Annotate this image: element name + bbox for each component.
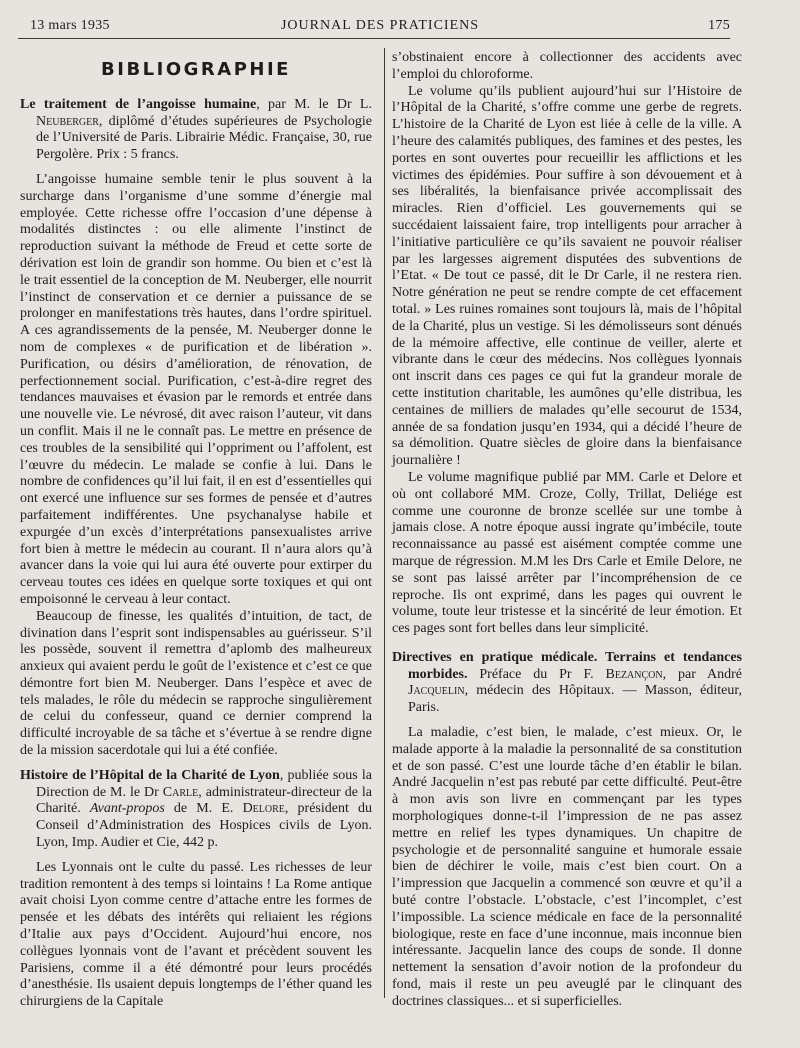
book-entry-angoisse [20, 97, 372, 164]
book-details: , par André [662, 666, 742, 682]
book-details: , diplômé d’études supérieures de Psychologie de l’Université de Paris. Librairie Médic. Française, 30, rue Pergolère. Prix : 5 francs. [36, 113, 372, 163]
book-title: Histoire de l’Hôpital de la Charité de Lyon [20, 767, 280, 783]
book-author-prefix: , par M. le Dr L. [256, 96, 372, 112]
book-author: Jacquelin [408, 683, 465, 699]
book-entry-charite [20, 768, 372, 852]
review-paragraph: La maladie, c’est bien, le malade, c’est mieux. Or, le malade apporte à la maladie la personnalité de sa constitution et de son passé. C’est une lourde tâche d’en établir le bilan. André Jacquelin n’est pas rebuté par cette difficulté. Peut-être à mon avis son livre en commençant par les types morphologiques donne-t-il l’impression de ne pas assez mettre en relief les types dynamiques. Un chapitre de psychologie et de personnalité sanguine et humorale essaie bien de déchirer le voile, mais c’est bien court. On a l’impression que Jacquelin a commencé son œuvre et qu’il a buté contre l’obstacle. L’obstacle, c’est l’incomplet, c’est l’impossible. La science médicale en face de la personnalité biologique, reste en face d’une inconnue, mais inconnue bien intéressante. Jacquelin lance des coups de sonde. Il donne nettement la sensation d’avoir notion de la profondeur du fond, mais il reste un peu aveuglé par le clinquant des doctrines classiques... et si superficielles. [392, 725, 742, 1009]
book-author: Bezançon [605, 666, 663, 682]
page-number: 175 [708, 18, 730, 33]
book-author: Delore [242, 801, 285, 817]
book-details: , administrateur-directeur de la Charité. [36, 784, 372, 817]
left-column [20, 50, 372, 1011]
issue-date: 13 mars 1935 [30, 18, 110, 33]
review-paragraph: Le volume qu’ils publient aujourd’hui sur l’Histoire de l’Hôpital de la Charité, s’offre comme une gerbe de regrets. L’histoire de la Charité de Lyon est liée à celle de la ville. A l’heure des calamités publiques, des famines et des pestes, les portes en sont ouvertes pour recueillir les afflictions et les victimes des épidémies. Pour suffire à son dévouement et à ses libéralités, la bienfaisance privée accomplissait des miracles. Rien d’officiel. Les gouvernements qui se succédaient laissaient faire, trop intelligents pour arracher à l’initiative particulière ce qu’ils savaient ne pouvoir réaliser par les largesses aigrement disputées des subventions de l’Etat. « De tout ce passé, dit le Dr Carle, il ne restera rien. Notre génération ne peut se rendre compte de cet effacement total. » Les ruines romaines sont toujours là, mais de l’hôpital de la Charité, plus un vestige. Si les démolisseurs sont dénués de la mémoire affective, elle continue de veiller, alerte et vibrante dans le cœur des médecins. Nos collègues lyonnais ont inscrit dans ces pages ce qui fut la grandeur morale de cette institution charitable, les aumônes qu’elle distribua, les centaines de milliers de malades qu’elle secourut de 1534, année de sa fondation jusqu’en 1934, qui a décidé l’heure de sa démolition. Quatre siècles de gloire dans la bienfaisance journalière ! [392, 83, 742, 469]
review-paragraph: Le volume magnifique publié par MM. Carle et Delore et où ont collaboré MM. Croze, Colly, Trillat, Deliége est comme une couronne de bronze scellée sur une tombe à jamais close. A notre époque aussi ingrate qu’imbécile, toute reconnaissance au passé est aisément comptée comme une marque de régression. M.M les Drs Carle et Emile Delore, ne se sont pas laissé arrêter par l’incompréhension de ce reproche. Ils ont exprimé, dans les pages qui ouvrent le volume, toute leur tristesse et la sincérité de leur émotion. Et ces pages sont fort belles dans leur simplicité. [392, 469, 742, 637]
book-author: Neuberger [36, 113, 99, 129]
section-title: BIBLIOGRAPHIE [101, 59, 291, 80]
review-paragraph: Beaucoup de finesse, les qualités d’intuition, de tact, de divination dans l’esprit sont indispensables au guérisseur. S’il les possède, souvent il remettra d’aplomb des malheureux anxieux qui avaient perdu le goût de l’existence et c’est ce que démontre fort bien M. Neuberger. Dans l’espèce et avec de tels malades, le rôle du médecin se rapproche singulièrement de celui du confesseur, quand ce dernier comprend la difficulté incroyable de sa tâche et s’évertue à se rendre digne de la mission sacerdotale qui lui a été confiée. [20, 608, 372, 759]
review-paragraph: s’obstinaient encore à collectionner des accidents avec l’emploi du chloroforme. [392, 50, 742, 82]
book-details: de M. E. [164, 801, 243, 817]
review-paragraph: L’angoisse humaine semble tenir le plus souvent à la surcharge dans l’organisme d’une somme d’énergie mal employée. Cette richesse offre l’occasion d’une dépense à modalités distinctes : ou elle alimente l’instinct de reproduction suivant la méthode de Freud et cette sorte de dérivation est loin de grandir son homme. Ou bien et c’est là le trait essentiel de la conception de M. Neuberger, elle nourrit l’instinct de conservation et ce dernier a puissance de se prolonger en manifestations très hautes, dans l’ordre spirituel. A ces agrandissements de la pensée, M. Neuberger donne le nom de complexes « de purification et de libération ». Purification, ou désirs d’amélioration, de rénovation, de perfectionnement social. Purification, c’est-à-dire regret des tendances mauvaises et évasion par le remords et entrée dans une nouvelle vie. Le névrosé, dit avec raison l’auteur, vit dans un conflit. Mais il ne le connaît pas. Le mettre en présence de ces troubles de la sensibilité qui l’oppriment ou l’affolent, est l’œuvre du médecin. Le malade se confie à lui. Dans le nombre de confidences qu’il lui fait, il en est d’essentielles qui ont exercé une influence sur ses formes de pensée et d’autres parfaitement indifférentes. Une psychanalyse habile et expurgée d’un excès d’interprétations pansexualistes arrive fort bien à mettre le médecin au courant. Il n’aura alors qu’à avancer dans la voie qui lui aura été ouverte pour extirper du cerveau toutes ces idées en quelque sorte toxiques et qui ont empoisonné le cerveau à leur contact. [20, 171, 372, 607]
book-entry-directives [392, 650, 742, 717]
book-details: Préface du Pr F. [467, 666, 606, 682]
book-title: Le traitement de l’angoisse humaine [20, 96, 257, 112]
review-paragraph: Les Lyonnais ont le culte du passé. Les richesses de leur tradition remontent à des temps si lointains ! La Rome antique avait choisi Lyon comme centre d’attache entre les formes de pensée et les débats des intérêts qui reliaient les régions d’Italie aux pays d’Occident. Aujourd’hui encore, nos collègues lyonnais vont de l’avant et précèdent souvent les Parisiens, comme il a été démontré pour leurs procédés d’anesthésie. Ils usaient depuis longtemps de l’éther quand les chirurgiens de la Capitale [20, 859, 372, 1010]
book-details: , président du Conseil d’Administration des Hospices civils de Lyon. Lyon, Imp. Audier et Cie, 442 p. [36, 801, 372, 851]
book-title: Directives en pratique médicale. Terrains et tendances morbides. [392, 649, 742, 682]
right-column [392, 50, 742, 1011]
entry-spacer [20, 760, 372, 768]
running-head [30, 14, 730, 36]
journal-title: JOURNAL DES PRATICIENS [280, 18, 480, 33]
book-details: , publiée sous la Direction de M. le Dr [36, 767, 372, 800]
book-details: , médecin des Hôpitaux. — Masson, éditeur, Paris. [408, 683, 742, 716]
book-foreword-label: Avant-propos [89, 801, 165, 817]
book-author: Carle [162, 784, 199, 800]
column-rule [384, 48, 385, 998]
header-rule [18, 38, 730, 39]
